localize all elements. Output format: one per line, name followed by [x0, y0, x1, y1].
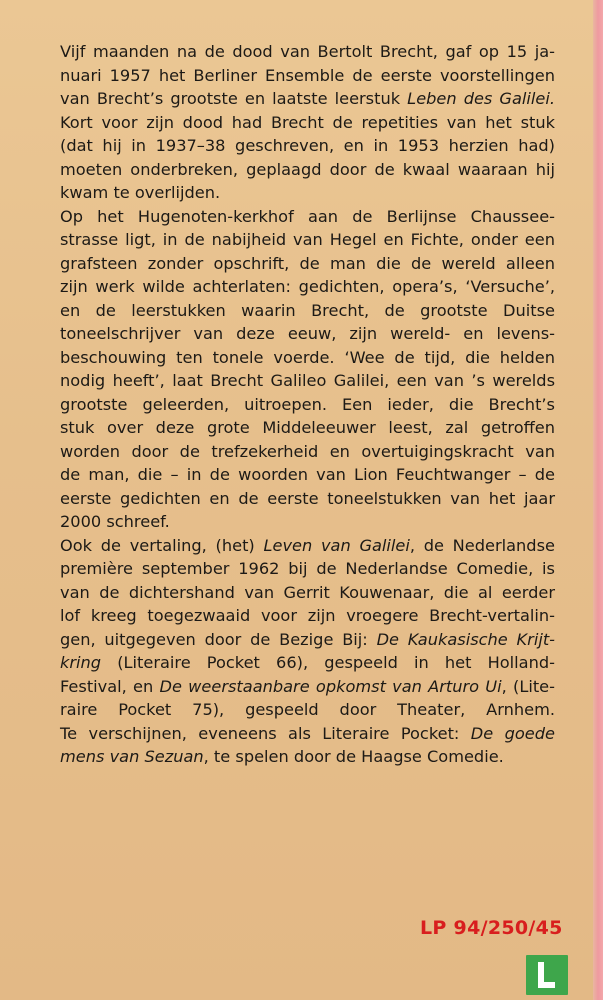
- blurb-line: Ook de vertaling, (het) Leven van Galilei, de Nederlandse: [60, 535, 555, 555]
- blurb-line: nuari 1957 het Berliner Ensemble de eerste voorstellingen: [60, 65, 555, 85]
- blurb-line: toneelschrijver van deze eeuw, zijn wereld- en levens-: [60, 324, 555, 343]
- blurb-line: première september 1962 bij de Nederlandse Comedie, is: [60, 559, 555, 578]
- title-leben-des-galilei: Leben des Galilei.: [407, 89, 555, 108]
- title-goede-mens: De goede: [470, 723, 555, 743]
- blurb-line: eerste gedichten en de eerste toneelstukken van het jaar: [60, 488, 555, 508]
- blurb-line: lof kreeg toegezwaaid voor zijn vroegere Brecht-vertalin-: [60, 606, 555, 625]
- blurb-line: zijn werk wilde achterlaten: gedichten, opera’s, ‘Versuche’,: [60, 277, 555, 296]
- blurb-line: de man, die – in de woorden van Lion Feuchtwanger – de: [60, 465, 555, 484]
- title-arturo-ui: De weerstaanbare opkomst van Arturo Ui: [159, 676, 502, 696]
- catalog-code: LP 94/250/45: [420, 917, 563, 939]
- letter-l-logo-icon: [526, 955, 568, 995]
- blurb-line: worden door de trefzekerheid en overtuigingskracht van: [60, 441, 555, 461]
- blurb-line: nodig heeft’, laat Brecht Galileo Galilei, een van ’s werelds: [60, 371, 555, 390]
- title-kaukasische-krijtkring: De Kaukasische Krijt-: [376, 629, 556, 649]
- blurb-line: moeten onderbreken, geplaagd door de kwaal waaraan hij: [60, 159, 555, 179]
- title-leven-van-galilei: Leven van Galilei: [263, 535, 410, 555]
- blurb-text: [60, 40, 555, 769]
- blurb-line: Op het Hugenoten-kerkhof aan de Berlijnse Chaussee-: [60, 206, 555, 226]
- title-kaukasische-krijtkring-cont: kring: [60, 653, 102, 672]
- blurb-line: stuk over deze grote Middeleeuwer leest, zal getroffen: [60, 418, 555, 437]
- blurb-line: grafsteen zonder opschrift, de man die de wereld alleen: [60, 253, 555, 273]
- blurb-line: (dat hij in 1937–38 geschreven, en in 1953 herzien had): [60, 136, 555, 155]
- blurb-line: strasse ligt, in de nabijheid van Hegel en Fichte, onder een: [60, 230, 555, 249]
- blurb-line: mens van Sezuan, te spelen door de Haagse Comedie.: [60, 747, 504, 766]
- blurb-line: grootste geleerden, uitroepen. Een ieder, die Brecht’s: [60, 394, 555, 414]
- blurb-line: van de dichtershand van Gerrit Kouwenaar, die al eerder: [60, 582, 555, 602]
- blurb-line: Vijf maanden na de dood van Bertolt Brecht, gaf op 15 ja-: [60, 42, 555, 61]
- blurb-line: van Brecht’s grootste en laatste leerstuk Leben des Galilei.: [60, 89, 555, 108]
- blurb-line: kwam te overlijden.: [60, 183, 221, 202]
- blurb-line: Te verschijnen, eveneens als Literaire Pocket: De goede: [60, 723, 555, 743]
- blurb-line: Festival, en De weerstaanbare opkomst van Arturo Ui, (Lite-: [60, 676, 555, 696]
- blurb-line: gen, uitgegeven door de Bezige Bij: De Kaukasische Krijt-: [60, 629, 556, 649]
- blurb-line: 2000 schreef.: [60, 512, 170, 531]
- blurb-line: beschouwing ten tonele voerde. ‘Wee de tijd, die helden: [60, 347, 555, 367]
- cover-edge-strip: [593, 0, 603, 1000]
- blurb-line: kring (Literaire Pocket 66), gespeeld in het Holland-: [60, 653, 555, 672]
- blurb-line: Kort voor zijn dood had Brecht de repetities van het stuk: [60, 112, 555, 132]
- logo-glyph: [538, 962, 554, 988]
- title-goede-mens-cont: mens van Sezuan: [60, 747, 204, 766]
- blurb-line: raire Pocket 75), gespeeld door Theater, Arnhem.: [60, 700, 555, 719]
- blurb-line: en de leerstukken waarin Brecht, de grootste Duitse: [60, 300, 555, 320]
